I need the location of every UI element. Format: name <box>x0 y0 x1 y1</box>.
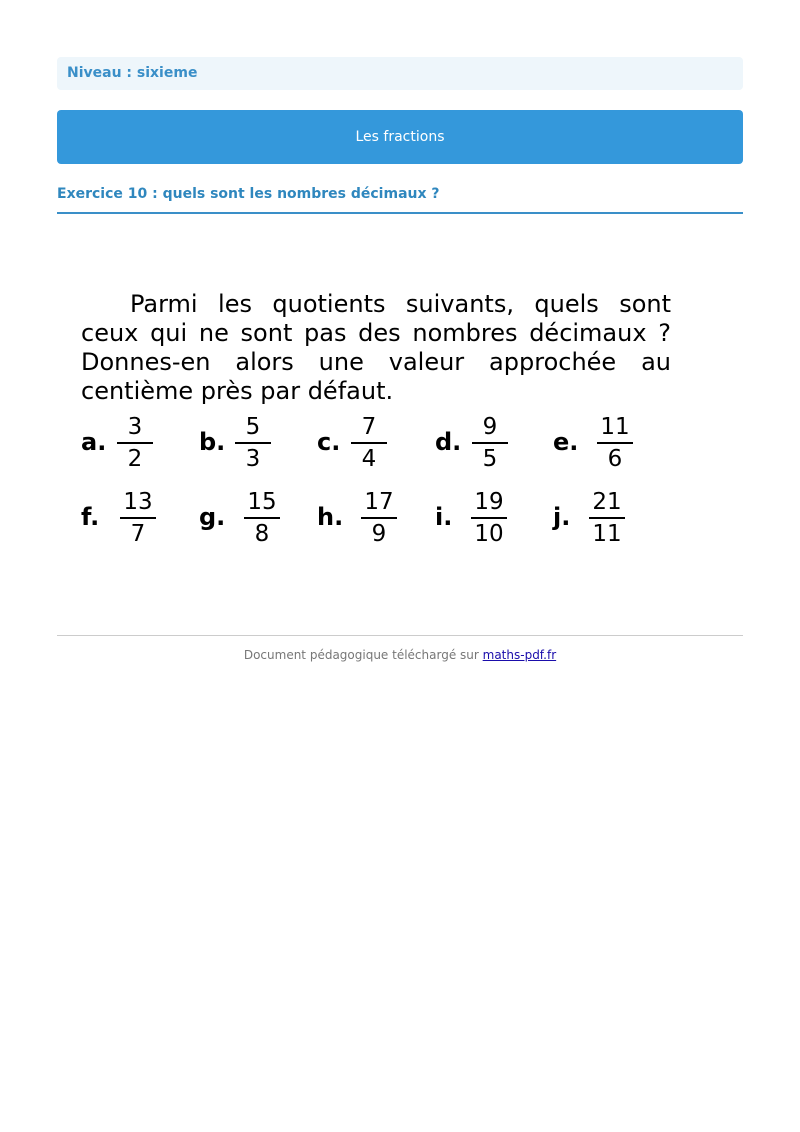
footer <box>57 648 743 662</box>
fraction-label: a. <box>81 428 107 456</box>
fraction-numerator: 11 <box>600 414 630 440</box>
fraction-numerator: 19 <box>474 489 504 515</box>
level-label: Niveau : sixieme <box>57 57 743 90</box>
fraction-bar <box>361 517 397 519</box>
fraction-denominator: 3 <box>245 446 261 472</box>
fraction <box>585 489 629 548</box>
fraction-denominator: 4 <box>361 446 377 472</box>
fraction-denominator: 5 <box>482 446 498 472</box>
fraction <box>468 414 512 473</box>
fraction-label: b. <box>199 428 226 456</box>
fraction-denominator: 6 <box>607 446 623 472</box>
page-title-banner: Les fractions <box>57 110 743 164</box>
fraction-bar <box>471 517 507 519</box>
fraction <box>357 489 401 548</box>
fraction-denominator: 8 <box>254 521 270 547</box>
footer-text: Document pédagogique téléchargé sur <box>243 648 483 662</box>
fraction-denominator: 2 <box>127 446 143 472</box>
fraction <box>113 414 157 473</box>
fraction-label: i. <box>435 503 453 531</box>
fraction-label: e. <box>553 428 579 456</box>
fraction-numerator: 21 <box>592 489 622 515</box>
fraction <box>593 414 637 473</box>
fraction <box>116 489 160 548</box>
fraction-bar <box>117 442 153 444</box>
heading-divider <box>57 212 743 214</box>
fraction-denominator: 10 <box>474 521 504 547</box>
fraction-numerator: 9 <box>482 414 498 440</box>
fraction-denominator: 11 <box>592 521 622 547</box>
exercise-heading: Exercice 10 : quels sont les nombres décimaux ? <box>57 186 440 202</box>
fraction-numerator: 17 <box>364 489 394 515</box>
fraction <box>240 489 284 548</box>
fraction-label: h. <box>317 503 344 531</box>
fraction-bar <box>244 517 280 519</box>
fraction-bar <box>235 442 271 444</box>
fraction-numerator: 15 <box>247 489 277 515</box>
fraction-numerator: 7 <box>361 414 377 440</box>
fraction-label: d. <box>435 428 462 456</box>
exercise-statement: Parmi les quotients suivants, quels sont ceux qui ne sont pas des nombres décimaux ? Donnes-en alors une valeur approchée au centième près par défaut. <box>81 290 671 405</box>
fraction-numerator: 3 <box>127 414 143 440</box>
fraction-denominator: 7 <box>130 521 146 547</box>
fraction-bar <box>589 517 625 519</box>
fraction-bar <box>120 517 156 519</box>
fraction-numerator: 13 <box>123 489 153 515</box>
fraction-label: c. <box>317 428 341 456</box>
fraction <box>347 414 391 473</box>
fraction-denominator: 9 <box>371 521 387 547</box>
fraction <box>231 414 275 473</box>
fraction-label: f. <box>81 503 100 531</box>
fraction <box>467 489 511 548</box>
fraction-bar <box>351 442 387 444</box>
fraction-label: g. <box>199 503 226 531</box>
footer-divider <box>57 635 743 636</box>
footer-link[interactable]: maths-pdf.fr <box>482 648 557 662</box>
fraction-bar <box>472 442 508 444</box>
fraction-label: j. <box>553 503 571 531</box>
fraction-bar <box>597 442 633 444</box>
fraction-numerator: 5 <box>245 414 261 440</box>
